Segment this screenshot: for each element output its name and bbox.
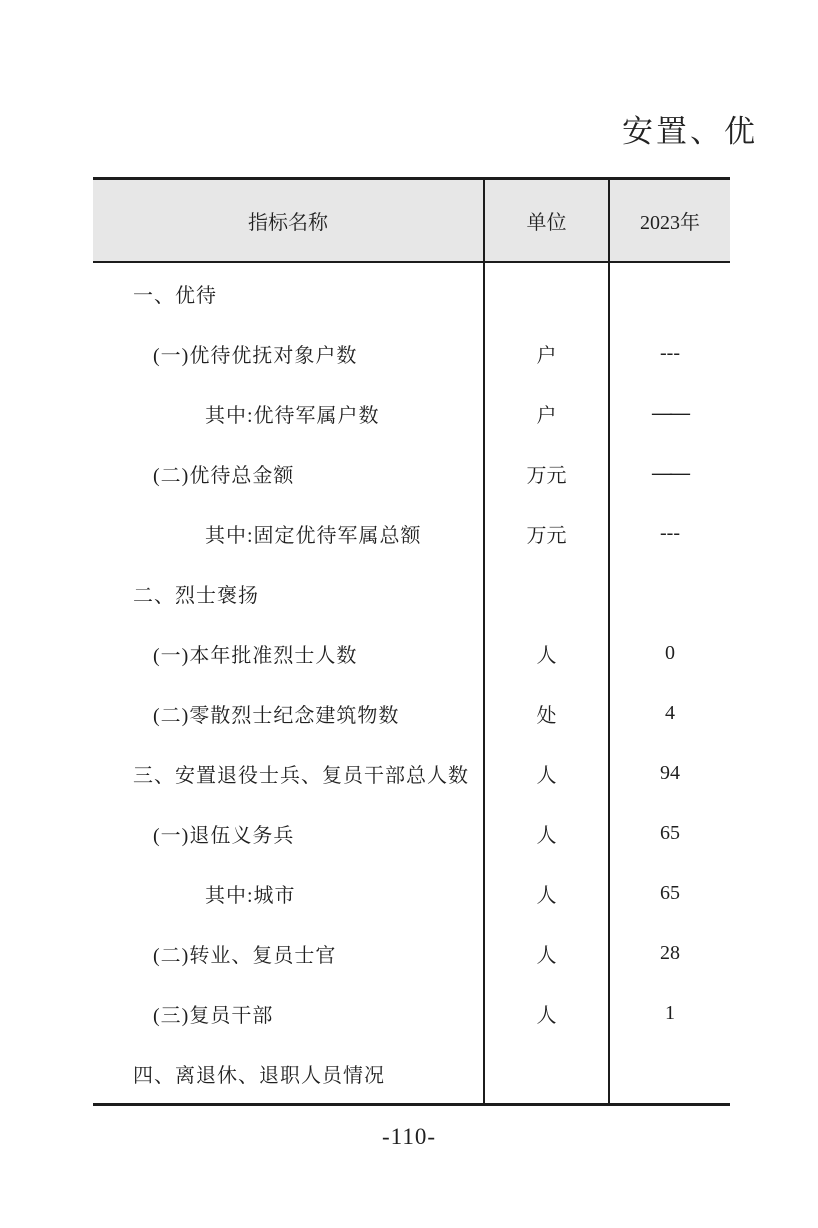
table-body xyxy=(93,263,730,1103)
unit-value: 户 xyxy=(485,323,610,383)
page-title: 安置、优 xyxy=(622,114,758,149)
year-value: —— xyxy=(652,401,688,424)
unit-value: 人 xyxy=(485,803,610,863)
year-value: —— xyxy=(652,461,688,484)
column-header-indicator-name: 指标名称 xyxy=(93,180,485,261)
table-header-row xyxy=(93,180,730,263)
table-row xyxy=(93,623,730,683)
indicator-name: (一)优待优抚对象户数 xyxy=(93,323,485,383)
table-row xyxy=(93,803,730,863)
unit-value: 人 xyxy=(485,623,610,683)
table-row xyxy=(93,923,730,983)
statistics-table xyxy=(93,177,730,1106)
column-header-unit: 单位 xyxy=(485,180,610,261)
unit-value xyxy=(485,1043,610,1103)
unit-value: 人 xyxy=(485,923,610,983)
unit-value: 户 xyxy=(485,383,610,443)
unit-value: 处 xyxy=(485,683,610,743)
year-value: 0 xyxy=(665,641,675,664)
table-row xyxy=(93,983,730,1043)
table-row xyxy=(93,743,730,803)
indicator-name: 一、优待 xyxy=(93,263,485,323)
indicator-name: 二、烈士褒扬 xyxy=(93,563,485,623)
year-value xyxy=(610,263,730,323)
year-value: 28 xyxy=(660,941,680,964)
column-header-year-2023: 2023年 xyxy=(640,212,700,234)
year-value: 65 xyxy=(660,881,680,904)
table-row xyxy=(93,383,730,443)
indicator-name: 其中:优待军属户数 xyxy=(93,383,485,443)
indicator-name: (二)转业、复员士官 xyxy=(93,923,485,983)
table-row xyxy=(93,263,730,323)
indicator-name: (一)本年批准烈士人数 xyxy=(93,623,485,683)
table-row xyxy=(93,683,730,743)
page-number: -110- xyxy=(382,1124,436,1149)
unit-value: 万元 xyxy=(485,443,610,503)
year-value: --- xyxy=(660,521,680,544)
year-value xyxy=(610,1043,730,1103)
unit-value xyxy=(485,263,610,323)
year-value: --- xyxy=(660,341,680,364)
indicator-name: 其中:城市 xyxy=(93,863,485,923)
indicator-name: (一)退伍义务兵 xyxy=(93,803,485,863)
table-row xyxy=(93,443,730,503)
unit-value: 人 xyxy=(485,863,610,923)
indicator-name: (三)复员干部 xyxy=(93,983,485,1043)
indicator-name: 四、离退休、退职人员情况 xyxy=(93,1043,485,1103)
year-value: 65 xyxy=(660,821,680,844)
unit-value xyxy=(485,563,610,623)
indicator-name: (二)优待总金额 xyxy=(93,443,485,503)
year-value: 94 xyxy=(660,761,680,784)
table-row xyxy=(93,563,730,623)
table-row xyxy=(93,323,730,383)
unit-value: 万元 xyxy=(485,503,610,563)
table-row xyxy=(93,863,730,923)
indicator-name: (二)零散烈士纪念建筑物数 xyxy=(93,683,485,743)
year-value: 4 xyxy=(665,701,675,724)
indicator-name: 其中:固定优待军属总额 xyxy=(93,503,485,563)
year-value xyxy=(610,563,730,623)
indicator-name: 三、安置退役士兵、复员干部总人数 xyxy=(93,743,485,803)
year-value: 1 xyxy=(665,1001,675,1024)
unit-value: 人 xyxy=(485,983,610,1043)
unit-value: 人 xyxy=(485,743,610,803)
table-row xyxy=(93,1043,730,1103)
table-row xyxy=(93,503,730,563)
